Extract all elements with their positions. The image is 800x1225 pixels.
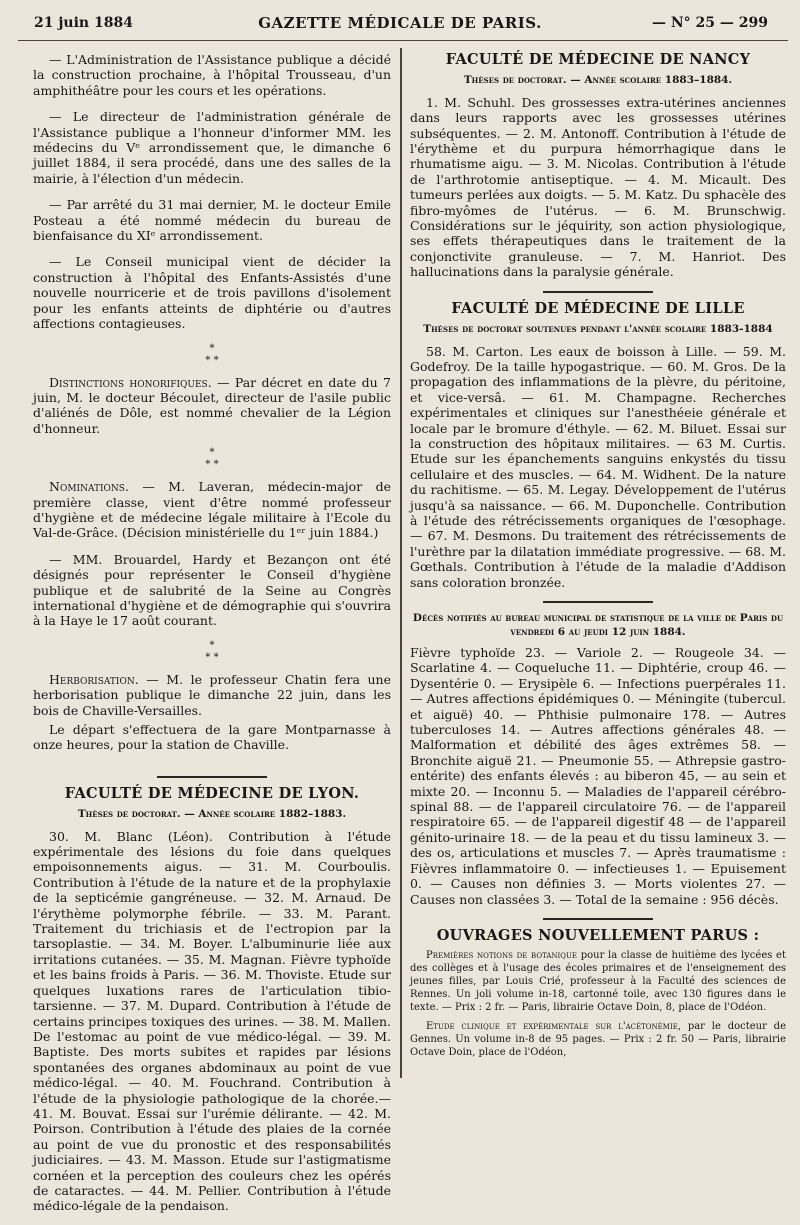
ouvrage-acetonemie-title: Etude clinique et expérimentale sur l'acétonémie, (426, 1021, 682, 1033)
news-item-nourricerie: — Le Conseil municipal vient de décider la construction à l'hôpital des Enfants-Assistés d'une nouvelle nourricerie et de trois pavillons d'isolement pour les enfants atteints de diphtérie ou d'autres affections contagieuses. (33, 254, 391, 332)
asterism: * * * (205, 447, 219, 471)
distinctions-text: — Par décret en date du 7 juin, M. le docteur Bécoulet, directeur de l'asile public d'aliénés de Dôle, est nommé chevalier de la Légion d'honneur. (33, 374, 391, 436)
ouvrages-heading: OUVRAGES NOUVELLEMENT PARUS : (436, 926, 760, 944)
news-item-congres: — MM. Brouardel, Hardy et Bezançon ont été désignés pour représenter le Conseil d'hygiène publique et de salubrité de la Seine au Congrès international d'hygiène et de démographie qui s'ouvrira à la Haye le 17 août courant. (33, 551, 391, 629)
section-rule (543, 601, 653, 603)
nancy-heading: FACULTÉ DE MÉDECINE DE NANCY (445, 51, 751, 68)
publication-title: GAZETTE MÉDICALE DE PARIS. (258, 14, 542, 32)
lyon-subheading: Thèses de doctorat. — Année scolaire 1882–1883. (77, 808, 347, 821)
ouvrage-botanique (410, 949, 786, 1014)
header-rule (18, 40, 788, 41)
lille-heading: FACULTÉ DE MÉDECINE DE LILLE (451, 299, 745, 317)
section-rule (157, 776, 267, 778)
ouvrage-botanique-title: Premières notions de botanique (426, 950, 578, 962)
column-divider (400, 48, 402, 1078)
section-rule (543, 918, 653, 920)
nominations-text: — M. Laveran, médecin-major de première classe, vient d'être nommé professeur d'hygiène et de médecine légale militaire à l'Ecole du Val-de-Grâce. (Décision ministérielle du 1ᵉʳ juin 1884.) (33, 479, 391, 541)
ouvrage-botanique-text: pour la classe de huitième des lycées et des collèges et à l'usage des écoles primaires et de l'enseignement des jeunes filles, par Louis Crié, professeur à la Faculté des sciences de Rennes. Un joli volume in-18, cartonné toile, avec 130 figures dans le texte. — Prix : 2 fr. — Paris, librairie Octave Doin, 8, place de l'Odéon. (410, 950, 786, 1014)
left-column (33, 52, 391, 1225)
news-item-nominations (33, 479, 391, 541)
asterism: * * * (205, 342, 219, 366)
issue-page-number: — N° 25 — 299 (652, 15, 768, 31)
lille-subheading: Thèses de doctorat soutenues pendant l'année scolaire 1883-1884 (423, 323, 773, 336)
nancy-subheading: Thèses de doctorat. — Année scolaire 1883–1884. (463, 74, 733, 87)
ouvrage-acetonemie (410, 1020, 786, 1059)
nancy-theses-list: 1. M. Schuhl. Des grossesses extra-utérines anciennes dans leurs rapports avec les grossesses utérines subséquentes. — 2. M. Antonoff. Contribution à l'étude de l'érythème et du purpura hémorrhagique dans le rhumatisme aigu. — 3. M. Nicolas. Contribution à l'étude de l'arthrotomie antiseptique. — 4. M. Micault. Des tumeurs perlées aux doigts. — 5. M. Katz. Du sphacèle des fibro-myômes de l'utérus. — 6. M. Brunschwig. Considérations sur le jéquirity, son action physiologique, ses effets thérapeutiques dans le traitement de la conjonctivite granuleuse. — 7. M. Hanriot. Des hallucinations dans la paralysie générale. (410, 94, 786, 280)
news-item-election: — Le directeur de l'administration générale de l'Assistance publique a l'honneur d'informer MM. les médecins du Vᵉ arrondissement que, le dimanche 6 juillet 1884, il sera procédé, dans une des salles de la mairie, à l'élection d'un médecin. (33, 109, 391, 186)
right-column (410, 52, 786, 1070)
ouvrage-acetonemie-text: par le docteur de Gennes. Un volume in-8 de 95 pages. — Prix : 2 fr. 50 — Paris, librairie Octave Doin, place de l'Odéon, (410, 1021, 786, 1059)
news-item-distinctions (33, 375, 391, 437)
page-header (0, 0, 800, 40)
lyon-theses-list: 30. M. Blanc (Léon). Contribution à l'étude expérimentale des lésions du foie dans quelques empoisonnements aigus. — 31. M. Courboulis. Contribution à l'étude de la nature et de la prophylaxie de la septicémie gangréneuse. — 32. M. Arnaud. De l'érythème polymorphe fébrile. — 33. M. Parant. Traitement du trichiasis et de l'ectropion par la tarsoplastie. — 34. M. Boyer. L'albuminurie liée aux irritations cutanées. — 35. M. Magnan. Fièvre typhoïde et les bains froids à Paris. — 36. M. Thoviste. Etude sur quelques luxations rares de l'articulation tibio-tarsienne. — 37. M. Dupard. Contribution à l'étude de certains principes toxiques des urines. — 38. M. Mallen. De l'estomac au point de vue médico-légal. — 39. M. Baptiste. Des morts subites et rapides par lésions spontanées des organes abdominaux au point de vue médico-légal. — 40. M. Fouchrand. Contribution à l'étude de la physiologie pathologique de la chorée.—41. M. Bouvat. Essai sur l'urémie délirante. — 42. M. Poirson. Contribution à l'étude des plaies de la cornée au point de vue du pronostic et des responsabilités judiciaires. — 43. M. Masson. Etude sur l'astigmatisme cornéen et la perception des couleurs chez les opérés de cataractes. — 44. M. Pellier. Contribution à l'étude médico-légale de la pendaison. (33, 828, 391, 1214)
news-item-depart: Le départ s'effectuera de la gare Montparnasse à onze heures, pour la station de Chaville. (33, 722, 391, 753)
news-item-posteau: — Par arrêté du 31 mai dernier, M. le docteur Emile Posteau a été nommé médecin du bureau de bienfaisance du XIᵉ arrondissement. (33, 197, 391, 244)
herborisation-text: — M. le professeur Chatin fera une herborisation publique le dimanche 22 juin, dans les bois de Chaville-Versailles. (33, 671, 391, 718)
nominations-heading: Nominations. (49, 479, 129, 495)
lille-theses-list: 58. M. Carton. Les eaux de boisson à Lille. — 59. M. Godefroy. De la taille hypogastrique. — 60. M. Gros. De la propagation des inflammations de la plèvre, du péritoine, et vice-versâ. — 61. M. Champagne. Recherches expérimentales et cliniques sur l'anesthéeie générale et locale par le bromure d'éthyle. — 62. M. Biluet. Essai sur la construction des hôpitaux militaires. — 63 M. Curtis. Etude sur les épanchements sanguins enkystés du tissu cellulaire et des muscles. — 64. M. Widhent. De la nature du rachitisme. — 65. M. Legay. Développement de l'utérus jusqu'à sa naissance. — 66. M. Duponchelle. Contribution à l'étude des rétrécissements organiques de l'œsophage. — 67. M. Desmons. Du traitement des rétrécissements de l'urèthre par la dilatation immédiate progressive. — 68. M. Gœthals. Contribution à l'étude de la maladie d'Addison sans coloration bronzée. (410, 343, 786, 590)
news-item-amphitheatre: — L'Administration de l'Assistance publique a décidé la construction prochaine, à l'hôpital Trousseau, d'un amphithéâtre pour les cours et les opérations. (33, 52, 391, 98)
asterism: * * * (205, 639, 219, 663)
news-item-herborisation (33, 672, 391, 718)
distinctions-heading: Distinctions honorifiques. (49, 374, 212, 390)
section-rule (543, 291, 653, 293)
deces-heading: Décès notifiés au bureau municipal de statistique de la ville de Paris du vendredi 6 au jeudi 12 juin 1884. (412, 612, 784, 638)
deces-statistics: Fièvre typhoïde 23. — Variole 2. — Rougeole 34. — Scarlatine 4. — Coqueluche 11. — Diphtérie, croup 46. — Dysentérie 0. — Erysipèle 6. — Infections puerpérales 11. — Autres affections épidémiques 0. — Méningite (tubercul. et aiguë) 40. — Phthisie pulmonaire 178. — Autres tuberculoses 14. — Autres affections générales 48. — Malformation et débilité des âges extrêmes 58. — Bronchite aiguë 21. — Pneumonie 55. — Athrepsie gastro-entérite) des enfants élevés : au biberon 45, — au sein et mixte 20. — Inconnu 5. — Maladies de l'appareil cérébro-spinal 88. — de l'appareil circulatoire 76. — de l'appareil respiratoire 65. — de l'appareil digestif 48 — de l'appareil génito-urinaire 18. — de la peau et du tissu lamineux 3. — des os, articulations et muscles 7. — Après traumatisme : Fièvres inflammatoire 0. — infectieuses 1. — Epuisement 0. — Causes non définies 3. — Morts violentes 27. — Causes non classées 3. — Total de la semaine : 956 décès. (410, 645, 786, 907)
herborisation-heading: Herborisation. (49, 671, 139, 687)
lyon-heading: FACULTÉ DE MÉDECINE DE LYON. (64, 784, 360, 802)
issue-date: 21 juin 1884 (34, 15, 133, 31)
